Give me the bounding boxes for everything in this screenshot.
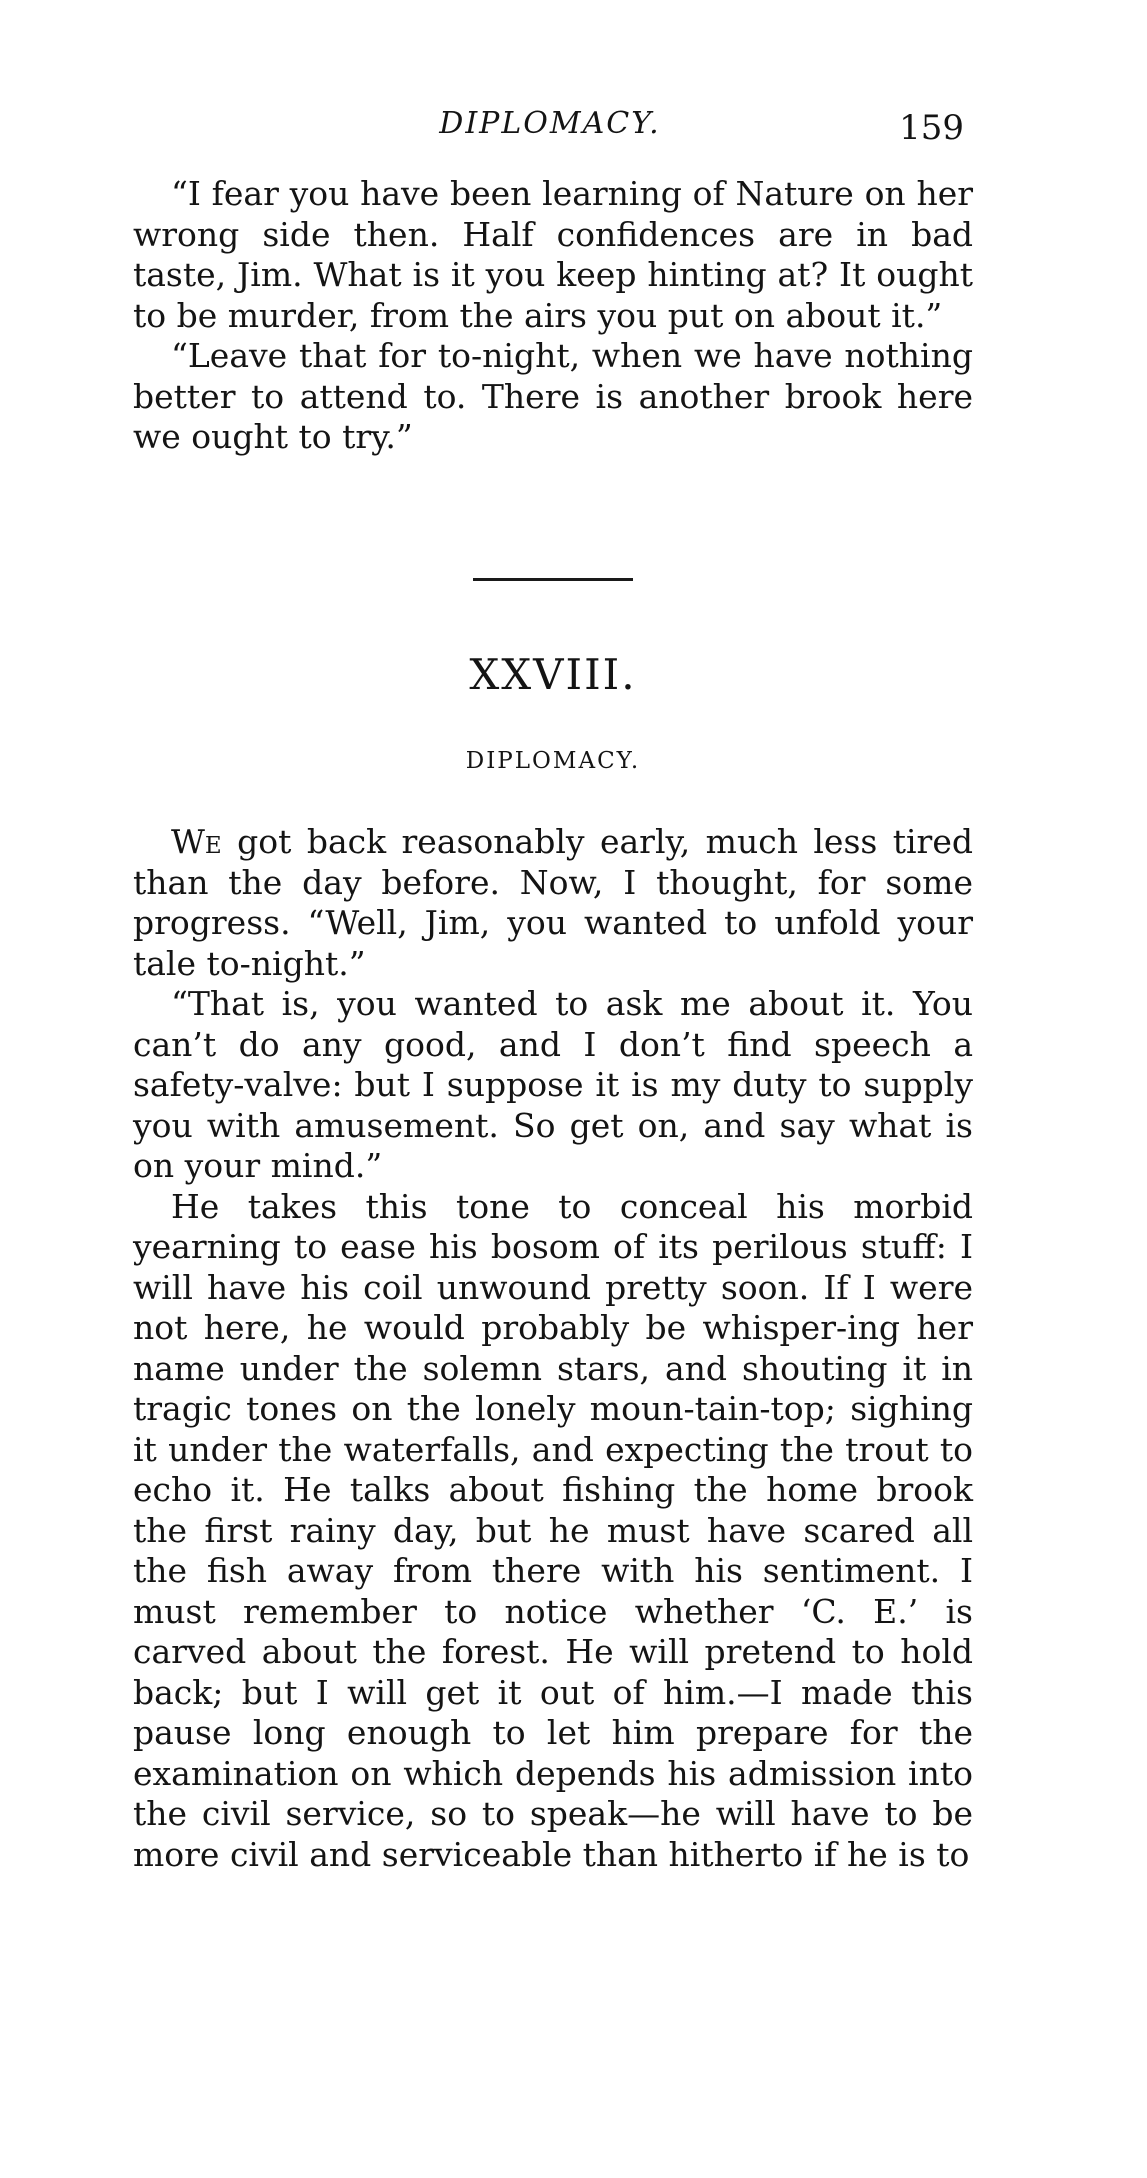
- paragraph: “That is, you wanted to ask me about it. You can’t do any good, and I don’t find speech a safety-valve: but I suppose it is my duty to supply you with amusement. So get on, and say what is on your mind.”: [133, 984, 973, 1185]
- continued-text: [133, 174, 973, 458]
- running-title: DIPLOMACY.: [439, 106, 661, 141]
- page-number: 159: [899, 108, 964, 148]
- paragraph: He takes this tone to conceal his morbid yearning to ease his bosom of its perilous stuff: I will have his coil unwound pretty soon. If I were not here, he would probably be whisper-ing her name under the solemn stars, and shouting it in tragic tones on the lonely moun-tain-top; sighing it under the waterfalls, and expecting the trout to echo it. He talks about fishing the home brook the first rainy day, but he must have scared all the fish away from there with his sentiment. I must remember to notice whether ‘C. E.’ is carved about the forest. He will pretend to hold back; but I will get it out of him.—I made this pause long enough to let him prepare for the examination on which depends his admission into the civil service, so to speak—he will have to be more civil and serviceable than hitherto if he is to: [133, 1186, 973, 1874]
- opening-paragraph: [133, 822, 973, 984]
- chapter-number: XXVIII.: [469, 650, 637, 699]
- section-divider: [473, 578, 633, 581]
- chapter-text: [133, 822, 973, 1875]
- chapter-title: DIPLOMACY.: [465, 748, 641, 774]
- running-header: [130, 106, 970, 150]
- opening-word: We: [171, 822, 222, 861]
- opening-paragraph-text: got back reasonably early, much less tired than the day before. Now, I thought, for some progress. “Well, Jim, you wanted to unfold your tale to-night.”: [133, 822, 973, 983]
- paragraph: “Leave that for to-night, when we have nothing better to attend to. There is another brook here we ought to try.”: [133, 336, 973, 456]
- paragraph: “I fear you have been learning of Nature on her wrong side then. Half confidences are in bad taste, Jim. What is it you keep hinting at? It ought to be murder, from the airs you put on about it.”: [133, 174, 973, 335]
